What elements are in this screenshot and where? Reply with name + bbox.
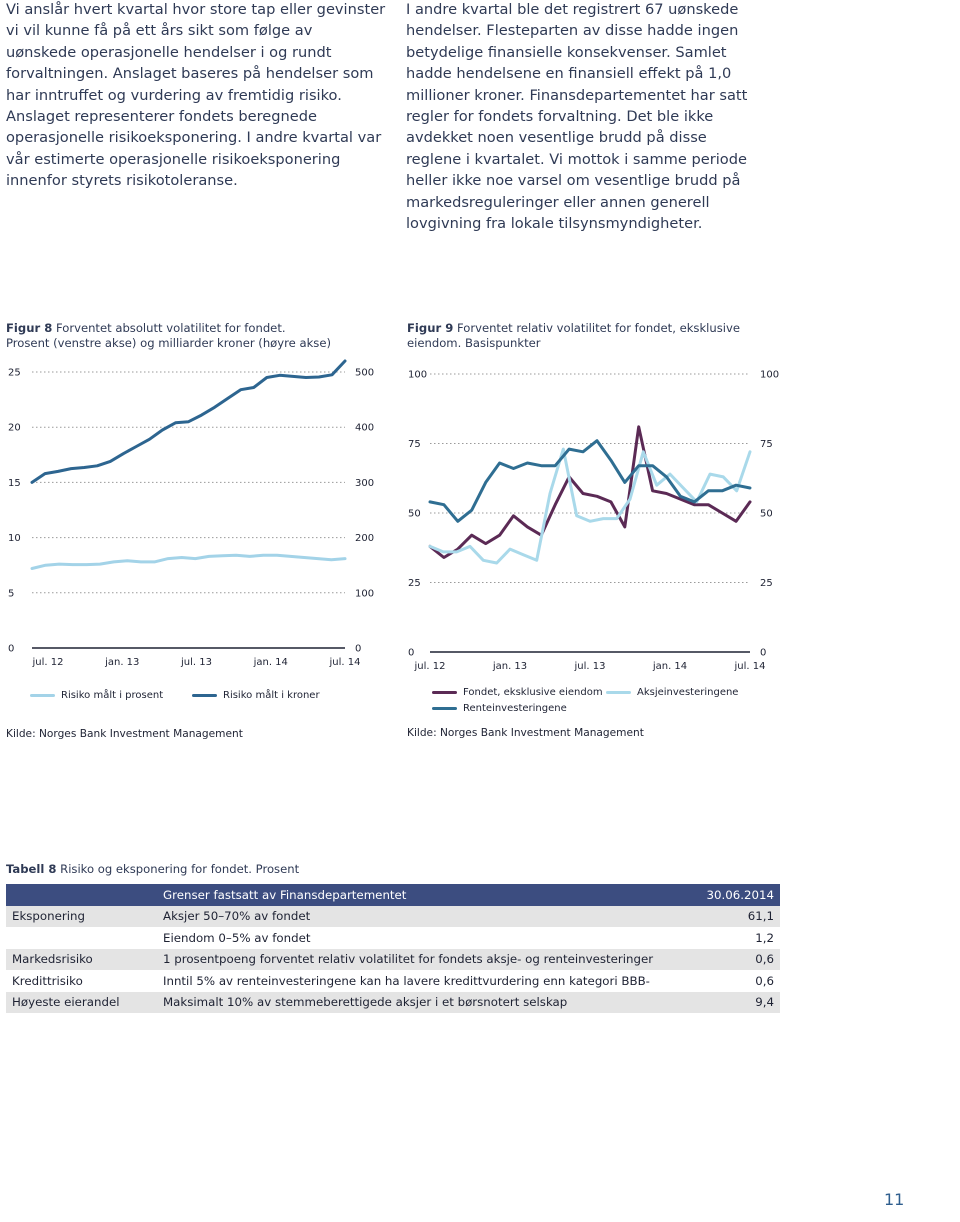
x-tick-label: jul. 14	[734, 661, 766, 672]
y-left-tick-label: 25	[408, 578, 421, 589]
x-tick-label: jul. 12	[32, 657, 64, 668]
legend-swatch	[432, 691, 457, 694]
table-cell: Inntil 5% av renteinvesteringene kan ha lavere kredittvurdering enn kategori BBB-	[163, 973, 650, 988]
x-tick-label: jan. 14	[652, 661, 688, 672]
figure-9-caption	[407, 321, 787, 350]
page-number: 11	[884, 1190, 905, 1209]
y-left-tick-label: 0	[408, 647, 415, 659]
table-row	[6, 992, 780, 1014]
figure-8-label: Figur 8	[6, 321, 53, 335]
figure-9-svg	[400, 360, 800, 680]
legend-item-fondet	[432, 687, 603, 698]
legend-label: Aksjeinvesteringene	[637, 687, 739, 698]
table-cell: Eiendom 0–5% av fondet	[163, 930, 311, 945]
table-cell: Eksponering	[6, 906, 157, 928]
figure-8-caption-line2: Prosent (venstre akse) og milliarder kroner (høyre akse)	[6, 335, 331, 350]
legend-label: Risiko målt i prosent	[61, 690, 164, 701]
table-8	[6, 884, 780, 1013]
table-row	[6, 906, 780, 928]
y-left-tick-label: 10	[8, 533, 21, 545]
table-row	[6, 949, 780, 971]
figure-8-caption-line1: Forventet absolutt volatilitet for fondet.	[52, 321, 286, 335]
table-header-cell	[6, 884, 157, 906]
figure-8-caption	[6, 321, 386, 350]
legend-label: Renteinvesteringene	[463, 703, 567, 714]
table-cell	[6, 927, 157, 949]
figure-8-svg	[0, 360, 400, 680]
table-cell: 0,6	[695, 949, 780, 971]
y-right-tick-label: 50	[760, 508, 773, 520]
figure-8-legend	[30, 690, 390, 710]
y-right-tick-label: 0	[760, 647, 767, 659]
x-tick-label: jan. 13	[105, 657, 140, 668]
legend-label: Fondet, eksklusive eiendom	[463, 687, 603, 698]
y-left-tick-label: 25	[8, 367, 21, 379]
table-cell: Maksimalt 10% av stemmeberettigede aksjer i et børsnotert selskap	[157, 992, 695, 1014]
figure-9-source: Kilde: Norges Bank Investment Management	[407, 727, 644, 739]
table-cell: Markedsrisiko	[6, 949, 157, 971]
y-right-tick-label: 200	[355, 533, 375, 545]
x-tick-label: jul. 14	[329, 657, 361, 668]
y-right-tick-label: 300	[355, 477, 375, 489]
legend-swatch	[192, 694, 217, 697]
table-cell: Kredittrisiko	[12, 973, 83, 988]
y-left-tick-label: 75	[408, 439, 421, 450]
legend-swatch	[30, 694, 55, 697]
figure-9-chart	[400, 360, 800, 680]
x-tick-label: jan. 13	[492, 661, 528, 672]
table-header-cell: Grenser fastsatt av Finansdepartementet	[157, 884, 695, 906]
y-left-tick-label: 5	[8, 588, 15, 600]
y-right-tick-label: 100	[355, 588, 375, 600]
y-left-tick-label: 50	[408, 508, 421, 520]
legend-swatch	[432, 707, 457, 710]
figure-8-chart	[0, 360, 400, 680]
legend-swatch	[606, 691, 631, 694]
x-tick-label: jul. 12	[414, 661, 446, 672]
y-right-tick-label: 500	[355, 367, 375, 379]
legend-item-prosent	[30, 690, 163, 701]
legend-item-kroner	[192, 690, 320, 701]
table-8-caption-text: Risiko og eksponering for fondet. Prosent	[56, 862, 300, 876]
table-cell: 9,4	[695, 992, 780, 1014]
table-cell: Aksjer 50–70% av fondet	[157, 906, 695, 928]
figure-9-caption-line2: eiendom. Basispunkter	[407, 335, 541, 350]
body-text-left	[6, 0, 386, 192]
y-left-tick-label: 15	[8, 477, 21, 489]
y-left-tick-label: 100	[408, 369, 428, 381]
y-left-tick-label: 20	[8, 422, 21, 434]
figure-9-caption-line1: Forventet relativ volatilitet for fondet, eksklusive	[453, 321, 740, 335]
y-left-tick-label: 0	[8, 643, 15, 655]
figure-9-legend	[432, 687, 792, 723]
series-line	[32, 361, 345, 482]
table-header-cell: 30.06.2014	[695, 884, 780, 906]
y-right-tick-label: 75	[760, 439, 773, 450]
y-right-tick-label: 25	[760, 578, 773, 589]
table-8-label: Tabell 8	[6, 862, 57, 876]
table-cell: 0,6	[755, 973, 774, 988]
table-cell: 1,2	[755, 930, 774, 945]
x-tick-label: jul. 13	[574, 661, 606, 672]
table-cell: 1 prosentpoeng forventet relativ volatilitet for fondets aksje- og renteinvesteringer	[157, 949, 695, 971]
figure-9-label: Figur 9	[407, 321, 454, 335]
paragraph: I andre kvartal ble det registrert 67 uønskede hendelser. Flesteparten av disse hadde ingen betydelige finansielle konsekvenser. Samlet hadde hendelsene en finansiell effekt på 1,0 millioner kroner. Finansdepartementet har satt regler for fondets forvaltning. Det ble ikke avdekket noen vesentlige brudd på disse reglene i kvartalet. Vi mottok i samme periode heller ikke noe varsel om vesentlige brudd på markedsreguleringer eller annen generell lovgivning fra lokale tilsynsmyndigheter.	[406, 1, 748, 233]
table-cell: 61,1	[695, 906, 780, 928]
legend-item-rente	[432, 703, 567, 714]
table-8-caption	[6, 862, 299, 876]
y-right-tick-label: 0	[355, 643, 362, 655]
y-right-tick-label: 100	[760, 369, 780, 381]
legend-item-aksje	[606, 687, 738, 698]
table-row	[6, 927, 780, 949]
series-line	[32, 555, 345, 568]
x-tick-label: jul. 13	[181, 657, 212, 668]
body-text-right	[406, 0, 760, 234]
table-cell: Høyeste eierandel	[6, 992, 157, 1014]
legend-label: Risiko målt i kroner	[223, 690, 320, 701]
y-right-tick-label: 400	[355, 422, 375, 434]
paragraph: Vi anslår hvert kvartal hvor store tap eller gevinster vi vil kunne få på ett års sikt som følge av uønskede operasjonelle hendelser i og rundt forvaltningen. Anslaget baseres på hendelser som har inntruffet og vurdering av fremtidig risiko. Anslaget representerer fondets beregnede operasjonelle risikoeksponering. I andre kvartal var vår estimerte operasjonelle risikoeksponering innenfor styrets risikotoleranse.	[6, 1, 386, 190]
figure-8-source: Kilde: Norges Bank Investment Management	[6, 728, 243, 740]
table-header-row	[6, 884, 780, 906]
table-row	[6, 970, 780, 992]
x-tick-label: jan. 14	[253, 657, 288, 668]
series-line	[430, 441, 750, 522]
